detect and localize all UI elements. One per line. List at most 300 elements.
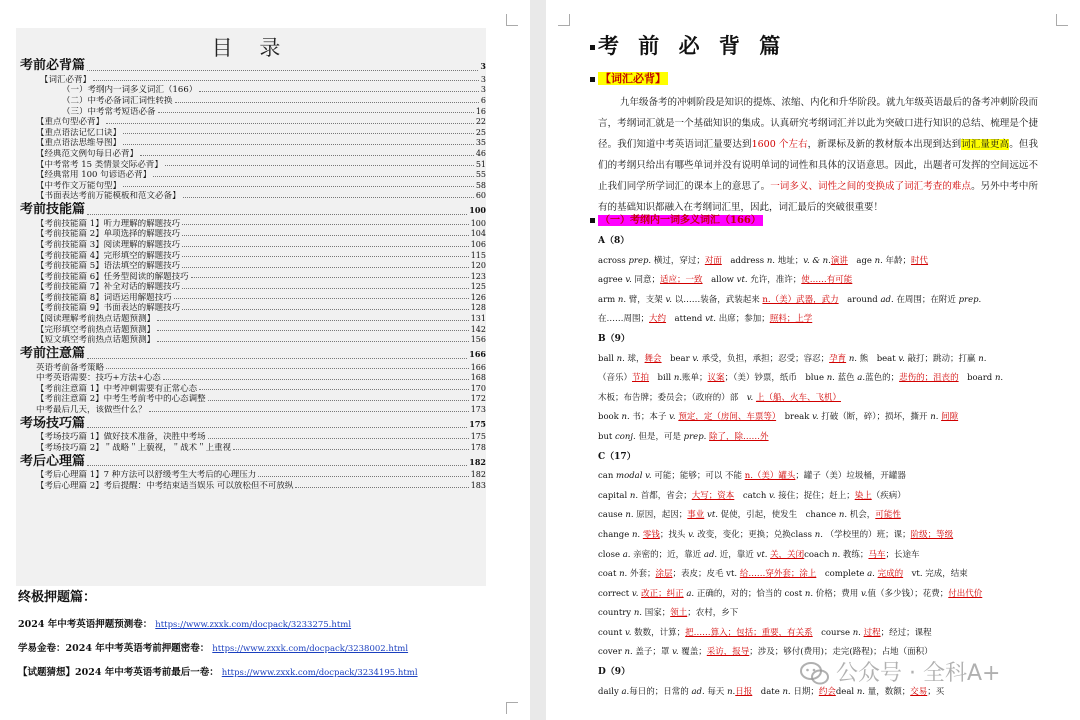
toc-entry-title: 考前必背篇 bbox=[20, 58, 86, 73]
vocab-text: complete bbox=[816, 569, 868, 580]
toc-page-number: 60 bbox=[475, 191, 486, 201]
part-of-speech: a. bbox=[867, 569, 875, 580]
toc-entry[interactable] bbox=[20, 149, 486, 160]
toc-entry[interactable] bbox=[20, 170, 486, 181]
vocab-highlight-meaning: 上（船、火车、飞机） bbox=[755, 392, 841, 403]
toc-page-number: 183 bbox=[470, 480, 486, 490]
section-heading-polysemy bbox=[590, 211, 763, 226]
vocab-text: 木板；布告牌；委员会；（政府的）部 bbox=[598, 392, 747, 403]
vocab-highlight-meaning: 预定，定（房间、车票等） bbox=[678, 412, 777, 423]
vocab-highlight-meaning: 给……穿外套；涂上 bbox=[739, 569, 817, 580]
prediction-link[interactable]: https://www.zxxk.com/docpack/3233275.html bbox=[155, 620, 352, 630]
toc-entry-title: 考前技能篇 bbox=[20, 201, 86, 217]
vocab-letter-heading-text: D（9） bbox=[598, 667, 631, 678]
part-of-speech: n. bbox=[838, 510, 848, 521]
vocab-text: 机会， bbox=[847, 510, 876, 521]
vocab-text: 熊 beat bbox=[857, 353, 899, 364]
toc-entry[interactable] bbox=[20, 96, 486, 107]
toc-entry[interactable] bbox=[20, 128, 486, 139]
toc-entry[interactable] bbox=[20, 363, 486, 374]
prediction-link-row bbox=[18, 613, 518, 637]
vocab-text: ball bbox=[598, 353, 617, 364]
vocab-highlight-meaning: 染上 bbox=[854, 490, 872, 501]
toc-page-number: 120 bbox=[470, 261, 486, 271]
part-of-speech: modal v. bbox=[616, 471, 652, 482]
toc-entry[interactable] bbox=[20, 325, 486, 336]
vocab-text: 敲打；跳动；打赢 bbox=[904, 353, 979, 364]
toc-leader-dots bbox=[87, 427, 467, 428]
part-of-speech: a. bbox=[621, 686, 630, 697]
toc-entry-title: 【考后心理篇 2】考后提醒：中考结束适当娱乐 可以放松但不可放纵 bbox=[36, 480, 294, 491]
toc-leader-dots bbox=[182, 224, 469, 225]
part-of-speech: n. bbox=[930, 412, 939, 423]
vocab-text: bear bbox=[661, 353, 693, 364]
vocab-text: 地址； bbox=[775, 255, 804, 266]
toc-leader-dots bbox=[106, 123, 474, 124]
toc-leader-dots bbox=[199, 91, 479, 92]
vocab-text: ；找头 bbox=[659, 529, 689, 540]
toc-page-number: 175 bbox=[470, 432, 486, 442]
toc-leader-dots bbox=[175, 102, 479, 103]
vocab-highlight-meaning: 把……算入；包括；重要，有关系 bbox=[685, 627, 813, 638]
part-of-speech: n. bbox=[826, 373, 835, 384]
vocab-text: address bbox=[721, 255, 767, 266]
intro-red-text: 一词多义、词性之间的变换成了词汇考查的难点 bbox=[770, 181, 972, 192]
toc-page-number: 25 bbox=[475, 127, 486, 137]
part-of-speech: n. bbox=[633, 608, 642, 619]
toc-entry[interactable] bbox=[20, 219, 486, 230]
vocab-text: arm bbox=[598, 294, 618, 305]
section-heading-vocab bbox=[590, 70, 668, 86]
toc-leader-dots bbox=[158, 112, 474, 113]
vocab-text: 覆盖； bbox=[678, 647, 707, 658]
vocab-highlight-meaning: 零钱 bbox=[642, 529, 660, 540]
vocab-text: agree bbox=[598, 275, 626, 286]
vocab-text: coat bbox=[598, 569, 620, 580]
vocab-text: ；（美）钞票，纸币 blue bbox=[724, 373, 827, 384]
vocab-line bbox=[598, 408, 1048, 428]
vocab-highlight-meaning: 过程 bbox=[863, 627, 881, 638]
vocab-text: vt. 完成，结束 bbox=[903, 569, 968, 580]
vocab-highlight-meaning: 领土 bbox=[670, 608, 688, 619]
toc-leader-dots bbox=[123, 186, 474, 187]
vocab-text: correct bbox=[598, 588, 632, 599]
toc-entry-title: 【考前技能篇 7】补全对话的解题技巧 bbox=[36, 282, 181, 293]
part-of-speech: n. bbox=[629, 490, 639, 501]
vocab-text: 正确的，对的；恰当的 cost bbox=[694, 588, 805, 599]
vocab-highlight-meaning: 采访，报导 bbox=[706, 647, 750, 658]
part-of-speech: vt. bbox=[705, 314, 717, 325]
toc-entry[interactable] bbox=[20, 160, 486, 171]
toc-leader-dots bbox=[233, 449, 469, 450]
part-of-speech: n. bbox=[727, 686, 736, 697]
vocab-highlight-meaning: 适应；一致 bbox=[660, 275, 703, 286]
toc-entry-title: 【考后心理篇 1】7 种方法可以舒缓考生大考后的心理压力 bbox=[36, 470, 257, 481]
wechat-icon bbox=[800, 661, 830, 687]
vocab-text: 原因，起因； bbox=[633, 510, 688, 521]
prediction-link[interactable]: https://www.zxxk.com/docpack/3234195.html bbox=[221, 668, 418, 678]
toc-entry[interactable] bbox=[20, 432, 486, 443]
vocab-text: ；涉及；够付(费用)；走完(路程)；占地（面积） bbox=[749, 647, 933, 658]
toc-leader-dots bbox=[123, 133, 474, 134]
vocab-text: ；表皮；皮毛 vt. bbox=[672, 569, 740, 580]
vocab-highlight-meaning: 交易 bbox=[910, 686, 928, 697]
toc-entry[interactable] bbox=[20, 107, 486, 118]
part-of-speech: n. bbox=[852, 627, 861, 638]
part-of-speech: n. bbox=[631, 529, 641, 540]
vocab-text: capital bbox=[598, 490, 630, 501]
vocab-text: 在周围；在附近 bbox=[893, 294, 959, 305]
vocab-text: 臂，支架 bbox=[626, 294, 666, 305]
toc-entry-title: 【完形填空考前热点话题预测】 bbox=[36, 324, 156, 335]
vocab-text: count bbox=[598, 627, 625, 638]
prediction-label: 学易金卷：2024 年中考英语考前押题密卷： bbox=[18, 643, 210, 654]
toc-entry[interactable] bbox=[20, 335, 486, 346]
vocab-highlight-meaning: n.（美）罐头 bbox=[744, 471, 796, 482]
vocab-text: 同意； bbox=[631, 275, 661, 286]
toc-entry-title: （二）中考必备词汇词性转换 bbox=[62, 95, 173, 106]
toc-entry[interactable] bbox=[20, 240, 486, 251]
vocab-text: （音乐） bbox=[598, 373, 633, 384]
vocab-text: 近，靠近 bbox=[717, 549, 757, 560]
table-of-contents bbox=[16, 28, 486, 586]
prediction-link-row bbox=[18, 637, 518, 661]
vocab-text: 数数，计算； bbox=[631, 627, 686, 638]
intro-highlight-text: 词汇量更高 bbox=[961, 139, 1010, 150]
vocab-text: close bbox=[598, 549, 623, 560]
vocab-line bbox=[598, 271, 1048, 291]
toc-page-number: 131 bbox=[470, 314, 486, 324]
toc-entry[interactable] bbox=[20, 58, 486, 75]
part-of-speech: v. bbox=[631, 588, 639, 599]
vocab-text: book bbox=[598, 412, 622, 423]
vocab-text: 外套； bbox=[627, 569, 656, 580]
bullet-square-icon bbox=[590, 218, 595, 223]
toc-page-number: 55 bbox=[475, 170, 486, 180]
part-of-speech: ad. bbox=[880, 294, 894, 305]
toc-leader-dots bbox=[174, 298, 469, 299]
vocab-highlight-meaning: 使……有可能 bbox=[801, 275, 853, 286]
toc-page-number: 175 bbox=[469, 418, 486, 429]
toc-entry-title: 【考前技能篇 6】任务型阅读的解题技巧 bbox=[36, 271, 189, 282]
vocab-text: （学校里的）班；课； bbox=[822, 529, 911, 540]
part-of-speech: v. bbox=[669, 412, 676, 423]
toc-entry-title: 【考前注意篇 1】中考冲刺需要有正常心态 bbox=[36, 383, 198, 394]
toc-page-number: 142 bbox=[470, 324, 486, 334]
intro-text: 九年级备考的冲刺阶段是知识的提炼、浓缩、内化和升华阶段。就九年级英语最后的备考冲刺阶段而言，考纲词汇就是一个基础知识的集成。认真研究考纲词汇并以此为突破口进行知识的总结、梳理是个捷径。我们知道中考英语词汇量要达到 bbox=[598, 97, 1039, 150]
toc-leader-dots bbox=[87, 70, 478, 71]
vocab-text: catch bbox=[734, 490, 769, 501]
vocab-text: 球， bbox=[624, 353, 645, 364]
section-heading-text: 【词汇必背】 bbox=[600, 72, 666, 85]
prediction-label: 2024 年中考英语押题预测卷： bbox=[18, 619, 153, 630]
vocab-text: 账单； bbox=[682, 373, 708, 384]
toc-entry[interactable] bbox=[20, 282, 486, 293]
toc-entry-title: 中考最后几天，该做些什么？ bbox=[36, 405, 147, 416]
toc-leader-dots bbox=[106, 368, 469, 369]
page-corner-mark bbox=[506, 14, 518, 26]
part-of-speech: a. bbox=[622, 549, 631, 560]
part-of-speech: a. bbox=[686, 588, 695, 599]
vocab-highlight-meaning: 付出代价 bbox=[948, 588, 983, 599]
part-of-speech: n. bbox=[782, 686, 791, 697]
vocab-highlight-meaning: 孕育 bbox=[829, 353, 847, 364]
toc-entry-title: 【考前注意篇 2】中考生考前考中的心态调整 bbox=[36, 394, 206, 405]
toc-page-number: 123 bbox=[470, 271, 486, 281]
vocab-highlight-meaning: 议案 bbox=[707, 373, 725, 384]
toc-entry[interactable] bbox=[20, 85, 486, 96]
vocab-text: country bbox=[598, 608, 634, 619]
vocab-highlight-meaning: 日报 bbox=[735, 686, 753, 697]
watermark bbox=[800, 656, 1000, 687]
vocab-text: deal bbox=[835, 686, 857, 697]
toc-entry-title: 【短文填空考前热点话题预测】 bbox=[36, 335, 156, 346]
toc-title: 目 录 bbox=[211, 36, 291, 60]
toc-entry[interactable] bbox=[20, 261, 486, 272]
vocab-text: coach bbox=[804, 549, 833, 560]
vocab-highlight-meaning: 马车 bbox=[868, 549, 886, 560]
part-of-speech: a. bbox=[857, 373, 866, 384]
vocab-text: 可能；能够；可以 不能 bbox=[651, 471, 745, 482]
part-of-speech: n. bbox=[621, 412, 630, 423]
toc-entry-title: （一）考纲内一词多义词汇（166） bbox=[62, 85, 198, 96]
part-of-speech: prep. bbox=[958, 294, 982, 305]
vocab-highlight-meaning: 间隙 bbox=[941, 412, 959, 423]
toc-entry[interactable] bbox=[20, 481, 486, 492]
toc-entry-title: 【重点语法记忆口诀】 bbox=[36, 127, 122, 138]
toc-entry[interactable] bbox=[20, 293, 486, 304]
vocab-line bbox=[598, 428, 1048, 448]
toc-leader-dots bbox=[182, 246, 469, 247]
page-title bbox=[590, 30, 786, 60]
toc-entry[interactable] bbox=[20, 138, 486, 149]
vocab-line bbox=[598, 389, 1048, 409]
page-corner-mark bbox=[558, 14, 570, 26]
toc-leader-dots bbox=[153, 176, 474, 177]
toc-leader-dots bbox=[157, 330, 469, 331]
toc-page-number: 106 bbox=[470, 239, 486, 249]
part-of-speech: n. bbox=[617, 294, 627, 305]
toc-entry-title: （三）中考常考短语必备 bbox=[62, 106, 156, 117]
vocab-line bbox=[598, 604, 1048, 624]
vocab-highlight-meaning: 照料；上学 bbox=[769, 314, 813, 325]
vocab-highlight-meaning: 大约 bbox=[649, 314, 667, 325]
toc-page-number: 172 bbox=[470, 394, 486, 404]
toc-page-number: 125 bbox=[470, 282, 486, 292]
part-of-speech: prep. bbox=[628, 255, 652, 266]
toc-entry[interactable] bbox=[20, 470, 486, 481]
toc-leader-dots bbox=[93, 80, 479, 81]
vocab-highlight-meaning: 除了，除……外 bbox=[709, 431, 769, 442]
toc-leader-dots bbox=[208, 400, 469, 401]
part-of-speech: conj. bbox=[615, 431, 636, 442]
vocab-highlight-meaning: 关，关闭 bbox=[770, 549, 805, 560]
toc-entry[interactable] bbox=[20, 303, 486, 314]
toc-entry-title: 【中考作文万能句型】 bbox=[36, 180, 122, 191]
vocab-highlight-meaning: 事业 bbox=[687, 510, 705, 521]
vocab-highlight-meaning: 大写；资本 bbox=[691, 490, 735, 501]
toc-leader-dots bbox=[157, 341, 469, 342]
toc-entry-title: 【考前技能篇 3】阅读理解的解题技巧 bbox=[36, 239, 181, 250]
part-of-speech: n. bbox=[616, 353, 625, 364]
toc-page-number: 100 bbox=[470, 218, 486, 228]
vocab-line bbox=[598, 526, 1048, 546]
vocab-line bbox=[598, 369, 1048, 389]
vocab-text: 量，数额； bbox=[865, 686, 911, 697]
toc-entry[interactable] bbox=[20, 416, 486, 433]
bullet-square-icon bbox=[590, 45, 595, 50]
toc-entry-title: 【考前技能篇 2】单项选择的解题技巧 bbox=[36, 229, 181, 240]
section-heading-text: （一）考纲内一词多义词汇（166） bbox=[600, 215, 761, 226]
vocab-text: cause bbox=[598, 510, 626, 521]
toc-entry[interactable] bbox=[20, 202, 486, 219]
vocab-text: cover bbox=[598, 647, 625, 658]
vocab-text: （疾病） bbox=[871, 490, 906, 501]
part-of-speech: vt. bbox=[736, 275, 748, 286]
vocab-text: 年龄； bbox=[882, 255, 912, 266]
vocab-text: 承受，负担，承担；忍受；容忍； bbox=[698, 353, 830, 364]
toc-entry[interactable] bbox=[20, 394, 486, 405]
vocab-text: allow bbox=[702, 275, 737, 286]
vocab-text: 亲密的；近，靠近 bbox=[630, 549, 704, 560]
toc-page-number: 3 bbox=[480, 85, 486, 95]
vocab-text: change bbox=[598, 529, 632, 540]
toc-leader-dots bbox=[87, 465, 467, 466]
vocab-highlight-meaning: 舞会 bbox=[644, 353, 662, 364]
part-of-speech: n. bbox=[619, 569, 628, 580]
toc-entry[interactable] bbox=[20, 181, 486, 192]
part-of-speech: v. bbox=[898, 353, 905, 364]
toc-entry[interactable] bbox=[20, 251, 486, 262]
vocab-highlight-meaning: 可能性 bbox=[875, 510, 901, 521]
left-page bbox=[0, 0, 530, 720]
part-of-speech: n. bbox=[856, 686, 865, 697]
toc-entry[interactable] bbox=[20, 191, 486, 202]
intro-text: ，新课标及新的教材版本出现到达到 bbox=[807, 139, 962, 150]
part-of-speech: v. bbox=[624, 627, 632, 638]
toc-page-number: 16 bbox=[475, 106, 486, 116]
toc-entry-title: 【重点语法思维导图】 bbox=[36, 138, 122, 149]
vocab-text: 盖子；罩 bbox=[632, 647, 673, 658]
toc-entry[interactable] bbox=[20, 117, 486, 128]
toc-page-number: 166 bbox=[470, 362, 486, 372]
vocab-text: 价格；费用 bbox=[813, 588, 861, 599]
vocab-text: 每日的；日常的 bbox=[629, 686, 692, 697]
vocab-text: 允许，准许； bbox=[747, 275, 802, 286]
part-of-speech: n. bbox=[832, 549, 841, 560]
vocab-text: ；农村，乡下 bbox=[687, 608, 739, 619]
vocab-text: 接住；捉住；赶上； bbox=[775, 490, 855, 501]
part-of-speech: n. bbox=[673, 373, 683, 384]
toc-entry-title: 【考前技能篇 8】词语运用解题技巧 bbox=[36, 292, 172, 303]
vocab-text: attend bbox=[666, 314, 706, 325]
intro-text: 。但我们的考纲只给出有哪些单词并没有说明单词的词性和具体的汉语意思。因此，出题者可发挥的空间远远不止我们同学所学词汇的课本上的意思了。 bbox=[598, 139, 1038, 192]
part-of-speech: v. bbox=[769, 490, 776, 501]
toc-page-number: 22 bbox=[475, 117, 486, 127]
vocab-highlight-meaning: 时代 bbox=[911, 255, 929, 266]
vocab-text: 出席；参加； bbox=[716, 314, 770, 325]
toc-page-number: 46 bbox=[475, 148, 486, 158]
toc-entry[interactable] bbox=[20, 373, 486, 384]
part-of-speech: n. bbox=[994, 373, 1004, 384]
vocab-text: 改变，变化；更换；兑换class bbox=[694, 529, 815, 540]
vocab-line bbox=[598, 487, 1048, 507]
toc-page-number: 51 bbox=[475, 159, 486, 169]
vocab-highlight-meaning: 改正；纠正 bbox=[641, 588, 684, 599]
toc-leader-dots bbox=[258, 476, 468, 477]
intro-red-text: 1600 个左右 bbox=[751, 139, 808, 150]
toc-entry[interactable] bbox=[20, 384, 486, 395]
vocab-line bbox=[598, 310, 1048, 330]
toc-entry[interactable] bbox=[20, 314, 486, 325]
toc-leader-dots bbox=[123, 144, 474, 145]
part-of-speech: v. & n. bbox=[803, 255, 831, 266]
toc-entry-title: 【考场技巧篇 2】＂战略＂上藐视，＂战术＂上重视 bbox=[36, 443, 232, 453]
toc-page-number: 182 bbox=[470, 470, 486, 480]
toc-entry[interactable] bbox=[20, 229, 486, 240]
toc-entry-title: 【中考常考 15 类情景交际必背】 bbox=[36, 159, 163, 170]
toc-entry[interactable] bbox=[20, 443, 486, 454]
toc-page-number: 6 bbox=[480, 95, 486, 105]
toc-page-number: 58 bbox=[475, 180, 486, 190]
vocab-highlight-meaning: 约会 bbox=[818, 686, 836, 697]
vocab-text: 在……周围； bbox=[598, 314, 650, 325]
prediction-link[interactable]: https://www.zxxk.com/docpack/3238002.html bbox=[212, 644, 409, 654]
vocab-letter-heading-text: A（8） bbox=[598, 236, 630, 246]
toc-entry-title: 【考前技能篇 1】听力理解的解题技巧 bbox=[36, 218, 181, 229]
vocab-text: course bbox=[812, 627, 853, 638]
toc-page-number: 173 bbox=[470, 405, 486, 415]
toc-entry[interactable] bbox=[20, 454, 486, 471]
toc-page-number: 104 bbox=[470, 229, 486, 239]
toc-leader-dots bbox=[199, 389, 469, 390]
toc-entry-title: 【考前技能篇 9】书面表达的解题技巧 bbox=[36, 303, 181, 314]
vocab-letter-heading bbox=[598, 330, 1048, 350]
toc-leader-dots bbox=[182, 288, 469, 289]
vocab-text: across bbox=[598, 255, 629, 266]
toc-entry-title: 【经典范文例句每日必背】 bbox=[36, 148, 139, 159]
toc-page-number: 168 bbox=[470, 373, 486, 383]
part-of-speech: n. bbox=[978, 353, 987, 364]
vocab-line bbox=[598, 467, 1048, 487]
toc-entry[interactable] bbox=[20, 405, 486, 416]
vocab-highlight-meaning: 节拍 bbox=[632, 373, 650, 384]
toc-entry[interactable] bbox=[20, 272, 486, 283]
vocab-text: 横过，穿过； bbox=[651, 255, 705, 266]
vocab-highlight-meaning: 演讲 bbox=[830, 255, 848, 266]
vocab-text: bill bbox=[649, 373, 674, 384]
vocab-text: around bbox=[838, 294, 881, 305]
vocab-highlight-meaning: 涂层 bbox=[655, 569, 673, 580]
toc-entry[interactable] bbox=[20, 75, 486, 86]
vocab-highlight-meaning: 阶级；等级 bbox=[910, 529, 954, 540]
part-of-speech: n. bbox=[766, 255, 776, 266]
toc-entry[interactable] bbox=[20, 346, 486, 363]
toc-entry-title: 【阅读理解考前热点话题预测】 bbox=[36, 314, 156, 325]
part-of-speech: v. bbox=[692, 353, 699, 364]
vocab-text: 每天 bbox=[704, 686, 728, 697]
vocab-line bbox=[598, 565, 1048, 585]
toc-leader-dots bbox=[87, 214, 467, 215]
toc-entry-title: 【词汇必背】 bbox=[40, 74, 92, 85]
final-predictions-section bbox=[18, 586, 518, 685]
toc-entry-title: 【重点句型必背】 bbox=[36, 117, 105, 128]
toc-leader-dots bbox=[165, 165, 474, 166]
vocab-line bbox=[598, 506, 1048, 526]
toc-entry-title: 【经典常用 100 句谚语必背】 bbox=[36, 170, 152, 181]
part-of-speech: n. bbox=[625, 510, 634, 521]
toc-leader-dots bbox=[149, 411, 469, 412]
